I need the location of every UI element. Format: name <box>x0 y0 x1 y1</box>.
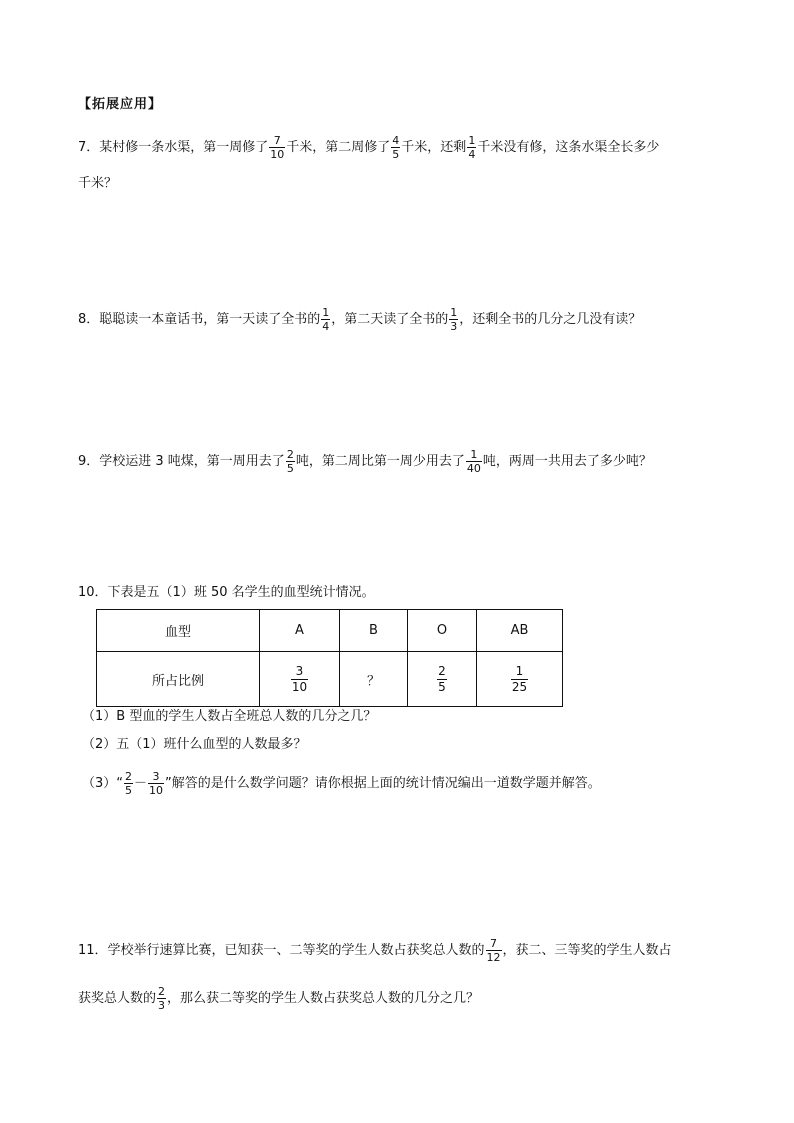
cell-o-proportion: $\frac{2}{5}$ <box>408 652 477 707</box>
q7-fraction-1: $\frac{7}{10}$ <box>270 134 285 161</box>
q11-fraction-2: $\frac{2}{3}$ <box>158 985 166 1012</box>
q11-text: ，获二、三等奖的学生人数占 <box>502 943 672 958</box>
header-cell-a: A <box>260 610 340 652</box>
q11-text: 11．学校举行速算比赛，已知获一、二等奖的学生人数占获奖总人数的 <box>78 943 485 958</box>
q7-fraction-2: $\frac{4}{5}$ <box>392 134 400 161</box>
q10-sub3-fraction-1: $\frac{2}{5}$ <box>125 770 133 797</box>
table-data-row <box>97 652 563 707</box>
q10-sub3-text: （3）“ <box>82 776 124 791</box>
q9-fraction-1: $\frac{2}{5}$ <box>286 448 294 475</box>
q8-fraction-2: $\frac{1}{3}$ <box>450 306 458 333</box>
header-cell-ab: AB <box>477 610 563 652</box>
q8-fraction-1: $\frac{1}{4}$ <box>322 306 330 333</box>
q7-text: 7．某村修一条水渠，第一周修了 <box>78 140 269 155</box>
q10-sub3-text: ”解答的是什么数学问题？请你根据上面的统计情况编出一道数学题并解答。 <box>165 776 601 791</box>
q8-text: ，还剩全书的几分之几没有读？ <box>459 312 642 327</box>
question-8 <box>78 306 641 333</box>
q11-text: 获奖总人数的 <box>78 991 157 1006</box>
q9-fraction-2: $\frac{1}{40}$ <box>466 448 481 475</box>
q10-sub3-minus: － <box>134 776 148 791</box>
q9-text: 吨，第二周比第一周少用去了 <box>295 454 465 469</box>
q7-text: 千米没有修，这条水渠全长多少 <box>477 140 660 155</box>
header-cell-blood-type: 血型 <box>97 610 260 652</box>
header-cell-o: O <box>408 610 477 652</box>
q7-fraction-3: $\frac{1}{4}$ <box>468 134 476 161</box>
blood-type-table <box>96 609 563 707</box>
question-11-line-2 <box>78 985 479 1012</box>
question-10-intro: 10．下表是五（1）班 50 名学生的血型统计情况。 <box>78 585 375 600</box>
question-7-line-1 <box>78 134 659 161</box>
q11-fraction-1: $\frac{7}{12}$ <box>486 937 501 964</box>
row-label-proportion: 所占比例 <box>97 652 260 707</box>
question-10-sub-3 <box>82 770 601 797</box>
cell-b-proportion: ？ <box>340 652 408 707</box>
q8-text: ，第二天读了全书的 <box>331 312 449 327</box>
question-7-line-2: 千米？ <box>78 176 118 191</box>
question-9 <box>78 448 652 475</box>
table-header-row <box>97 610 563 652</box>
question-10-sub-1: （1）B 型血的学生人数占全班总人数的几分之几？ <box>82 709 377 724</box>
q8-text: 8．聪聪读一本童话书，第一天读了全书的 <box>78 312 321 327</box>
cell-a-proportion: $\frac{3}{10}$ <box>260 652 340 707</box>
question-11-line-1 <box>78 937 672 964</box>
header-cell-b: B <box>340 610 408 652</box>
cell-ab-proportion: $\frac{1}{25}$ <box>477 652 563 707</box>
q9-text: 9．学校运进 3 吨煤，第一周用去了 <box>78 454 285 469</box>
q7-text: 千米，第二周修了 <box>286 140 391 155</box>
q7-text: 千米，还剩 <box>401 140 467 155</box>
q10-sub3-fraction-2: $\frac{3}{10}$ <box>149 770 164 797</box>
question-10-sub-2: （2）五（1）班什么血型的人数最多？ <box>82 737 307 752</box>
q11-text: ，那么获二等奖的学生人数占获奖总人数的几分之几？ <box>167 991 480 1006</box>
q9-text: 吨，两周一共用去了多少吨？ <box>482 454 652 469</box>
section-heading: 【拓展应用】 <box>78 97 163 112</box>
